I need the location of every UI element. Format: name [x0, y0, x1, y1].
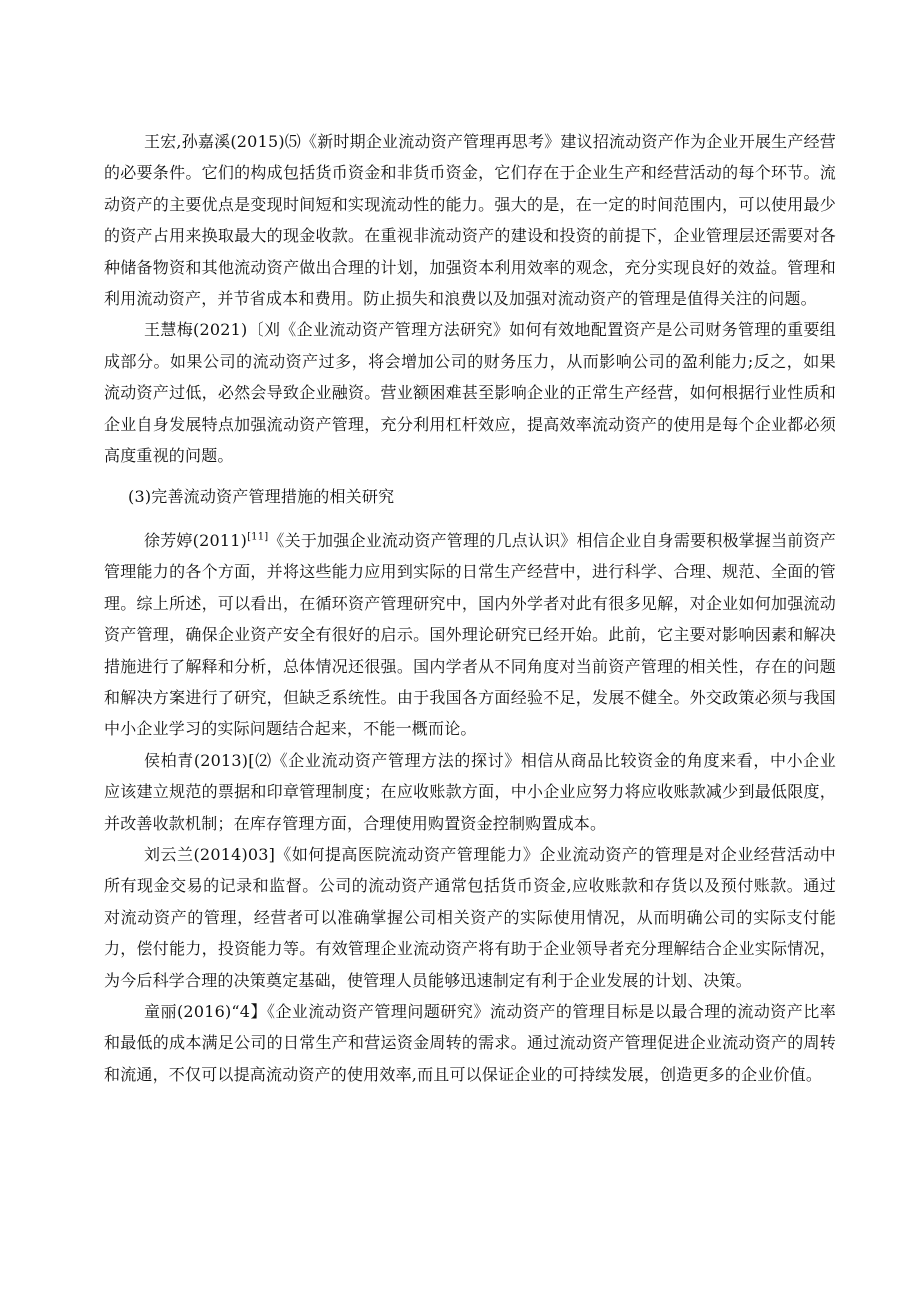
paragraph-tong-li: 童丽(2016)“4】《企业流动资产管理问题研究》流动资产的管理目标是以最合理的流动资产比率和最低的成本满足公司的日常生产和营运资金周转的需求。通过流动资产管理促进企业流动资产的周转和流通，不仅可以提高流动资产的使用效率,而且可以保证企业的可持续发展，创造更多的企业价值。 [104, 1001, 836, 1084]
paragraph-wang-hong: 王宏,孙嘉溪(2015)⑸《新时期企业流动资产管理再思考》建议招流动资产作为企业开展生产经营的必要条件。它们的构成包括货币资金和非货币资金，它们存在于企业生产和经营活动的每个环节。流动资产的主要优点是变现时间短和实现流动性的能力。强大的是，在一定的时间范围内，可以使用最少的资产占用来换取最大的现金收款。在重视非流动资产的建设和投资的前提下，企业管理层还需要对各种储备物资和其他流动资产做出合理的计划，加强资本利用效率的观念，充分实现良好的效益。管理和利用流动资产，并节省成本和费用。防止损失和浪费以及加强对流动资产的管理是值得关注的问题。 [104, 132, 836, 309]
paragraph-xu-fangting [104, 525, 836, 745]
paragraph-hou-baiqing: 侯柏青(2013)[⑵《企业流动资产管理方法的探讨》相信从商品比较资金的角度来看，中小企业应该建立规范的票据和印章管理制度；在应收账款方面，中小企业应努力将应收账款减少到最低限度，并改善收款机制；在库存管理方面，合理使用购置资金控制购置成本。 [104, 750, 836, 833]
section-heading: (3)完善流动资产管理措施的相关研究 [128, 487, 395, 507]
document-body [104, 126, 836, 1090]
paragraph-wang-huimei: 王慧梅(2021)〔刈《企业流动资产管理方法研究》如何有效地配置资产是公司财务管理的重要组成部分。如果公司的流动资产过多，将会增加公司的财务压力，从而影响公司的盈利能力;反之，如果流动资产过低，必然会导致企业融资。营业额困难甚至影响企业的正常生产经营，如何根据行业性质和企业自身发展特点加强流动资产管理，充分利用杠杆效应，提高效率流动资产的使用是每个企业都必须高度重视的问题。 [104, 320, 836, 466]
citation-body: 《关于加强企业流动资产管理的几点认识》相信企业自身需要积极掌握当前资产管理能力的各个方面，并将这些能力应用到实际的日常生产经营中，进行科学、合理、规范、全面的管理。综上所述，可以看出，在循环资产管理研究中，国内外学者对此有很多见解，对企业如何加强流动资产管理，确保企业资产安全有很好的启示。国外理论研究已经开始。此前，它主要对影响因素和解决措施进行了解释和分析，总体情况还很强。国内学者从不同角度对当前资产管理的相关性，存在的问题和解决方案进行了研究，但缺乏系统性。由于我国各方面经验不足，发展不健全。外交政策必须与我国中小企业学习的实际问题结合起来，不能一概而论。 [104, 530, 836, 739]
citation-lead: 徐芳婷(2011) [144, 530, 248, 550]
citation-superscript: [11] [247, 531, 269, 543]
paragraph-liu-yunlan: 刘云兰(2014)03]《如何提高医院流动资产管理能力》企业流动资产的管理是对企业经营活动中所有现金交易的记录和监督。公司的流动资产通常包括货币资金,应收账款和存货以及预付账款。通过对流动资产的管理，经营者可以准确掌握公司相关资产的实际使用情况，从而明确公司的实际支付能力，偿付能力，投资能力等。有效管理企业流动资产将有助于企业领导者充分理解结合企业实际情况，为今后科学合理的决策奠定基础，使管理人员能够迅速制定有利于企业发展的计划、决策。 [104, 844, 836, 990]
